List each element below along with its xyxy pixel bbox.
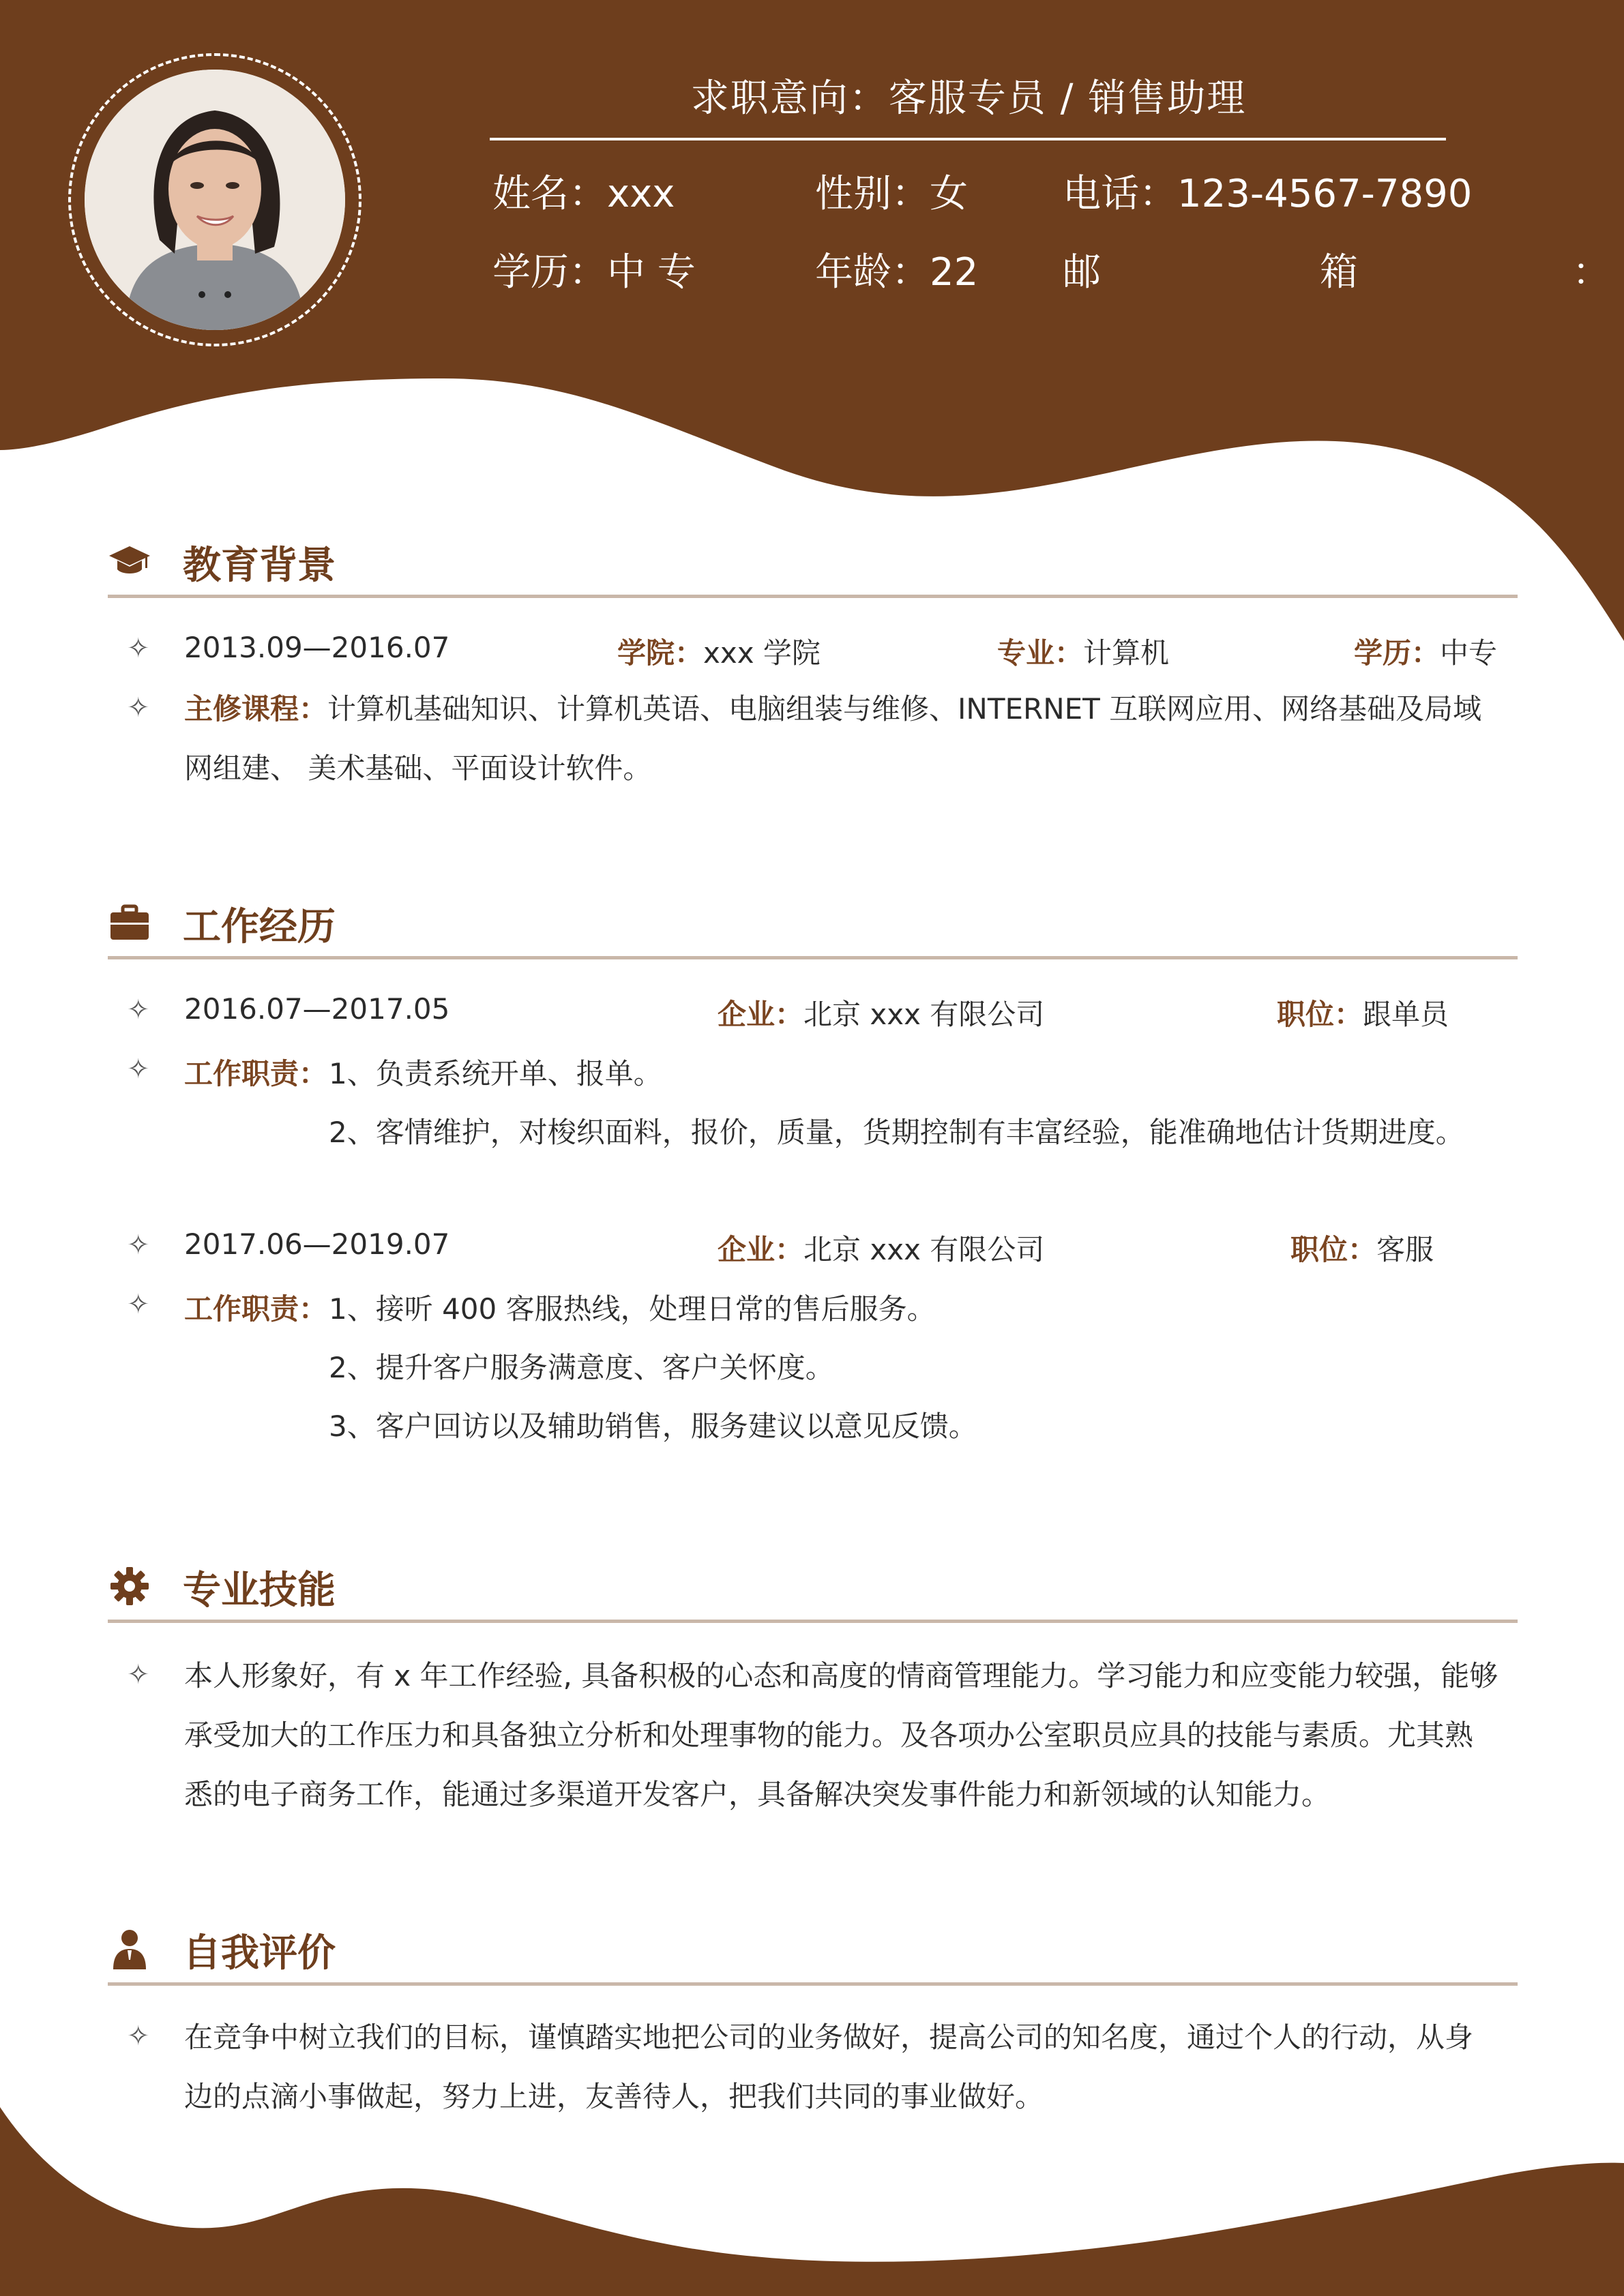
- bullet-icon: ✧: [127, 1659, 150, 1690]
- education-field: 学历：中 专: [492, 250, 696, 295]
- name-field: 姓名：xxx: [492, 172, 675, 216]
- bullet-icon: ✧: [127, 1054, 150, 1085]
- job-period: 2017.06—2019.07: [184, 1227, 450, 1261]
- gear-icon: [108, 1564, 151, 1608]
- position-info: 职位：客服: [1290, 1233, 1434, 1266]
- gender-field: 性别：女: [815, 172, 968, 216]
- section-title: 教育背景: [183, 543, 336, 588]
- email-colon: ：: [1572, 250, 1610, 295]
- bullet-icon: ✧: [127, 692, 150, 724]
- bullet-icon: ✧: [127, 633, 150, 664]
- company-info: 企业：北京 xxx 有限公司: [718, 998, 1045, 1031]
- college-info: 学院：xxx 学院: [617, 636, 821, 670]
- phone-field: 电话：123-4567-7890: [1063, 172, 1473, 216]
- duty-item: 1、负责系统开单、报单。: [329, 1057, 662, 1090]
- degree-info: 学历：中专: [1354, 636, 1498, 670]
- company-info: 企业：北京 xxx 有限公司: [718, 1233, 1045, 1266]
- duty-item: 1、接听 400 客服热线，处理日常的售后服务。: [329, 1292, 936, 1326]
- graduation-cap-icon: [108, 539, 151, 583]
- bullet-icon: ✧: [127, 1289, 150, 1320]
- duty-label: 工作职责：: [184, 1292, 328, 1326]
- skills-text: 本人形象好，有 x 年工作经验, 具备积极的心态和高度的情商管理能力。学习能力和应变能力较强，能够承受加大的工作压力和具备独立分析和处理事物的能力。及各项办公室职员应具的技能与素质。尤其熟悉的电子商务工作，能通过多渠道开发客户，具备解决突发事件能力和新领域的认知能力。: [184, 1659, 1498, 1811]
- job-objective: 求职意向：客服专员 / 销售助理: [690, 76, 1247, 121]
- duty-item: 3、客户回访以及辅助销售，服务建议以意见反馈。: [329, 1410, 977, 1443]
- email-label-part1: 邮: [1063, 250, 1101, 295]
- header-divider: [490, 138, 1446, 140]
- major-info: 专业：计算机: [997, 636, 1170, 670]
- avatar: [85, 70, 345, 330]
- bullet-icon: ✧: [127, 2021, 150, 2052]
- email-label-part2: 箱: [1320, 250, 1358, 295]
- section-title: 工作经历: [183, 905, 336, 949]
- avatar-frame: [68, 53, 361, 346]
- briefcase-icon: [108, 901, 151, 944]
- duty-item: 2、客情维护，对梭织面料，报价，质量，货期控制有丰富经验，能准确地估计货期进度。: [329, 1116, 1464, 1149]
- position-info: 职位：跟单员: [1277, 998, 1449, 1031]
- bullet-icon: ✧: [127, 994, 150, 1026]
- section-divider: [108, 1620, 1518, 1623]
- job-period: 2016.07—2017.05: [184, 992, 450, 1026]
- duty-item: 2、提升客户服务满意度、客户关怀度。: [329, 1351, 834, 1384]
- bullet-icon: ✧: [127, 1229, 150, 1261]
- education-period: 2013.09—2016.07: [184, 631, 450, 664]
- self-evaluation-text: 在竞争中树立我们的目标，谨慎踏实地把公司的业务做好，提高公司的知名度，通过个人的行动，从身边的点滴小事做起，努力上进，友善待人，把我们共同的事业做好。: [184, 2021, 1474, 2113]
- age-field: 年龄：22: [815, 250, 979, 295]
- section-title: 自我评价: [183, 1931, 336, 1976]
- duty-label: 工作职责：: [184, 1057, 328, 1090]
- section-title: 专业技能: [183, 1568, 336, 1613]
- courses-text: 主修课程：计算机基础知识、计算机英语、电脑组装与维修、INTERNET 互联网应用、网络基础及局域网组建、 美术基础、平面设计软件。: [184, 692, 1482, 785]
- section-divider: [108, 595, 1518, 598]
- portrait-image: [85, 70, 345, 330]
- section-divider: [108, 1982, 1518, 1986]
- section-divider: [108, 956, 1518, 959]
- person-icon: [108, 1927, 151, 1971]
